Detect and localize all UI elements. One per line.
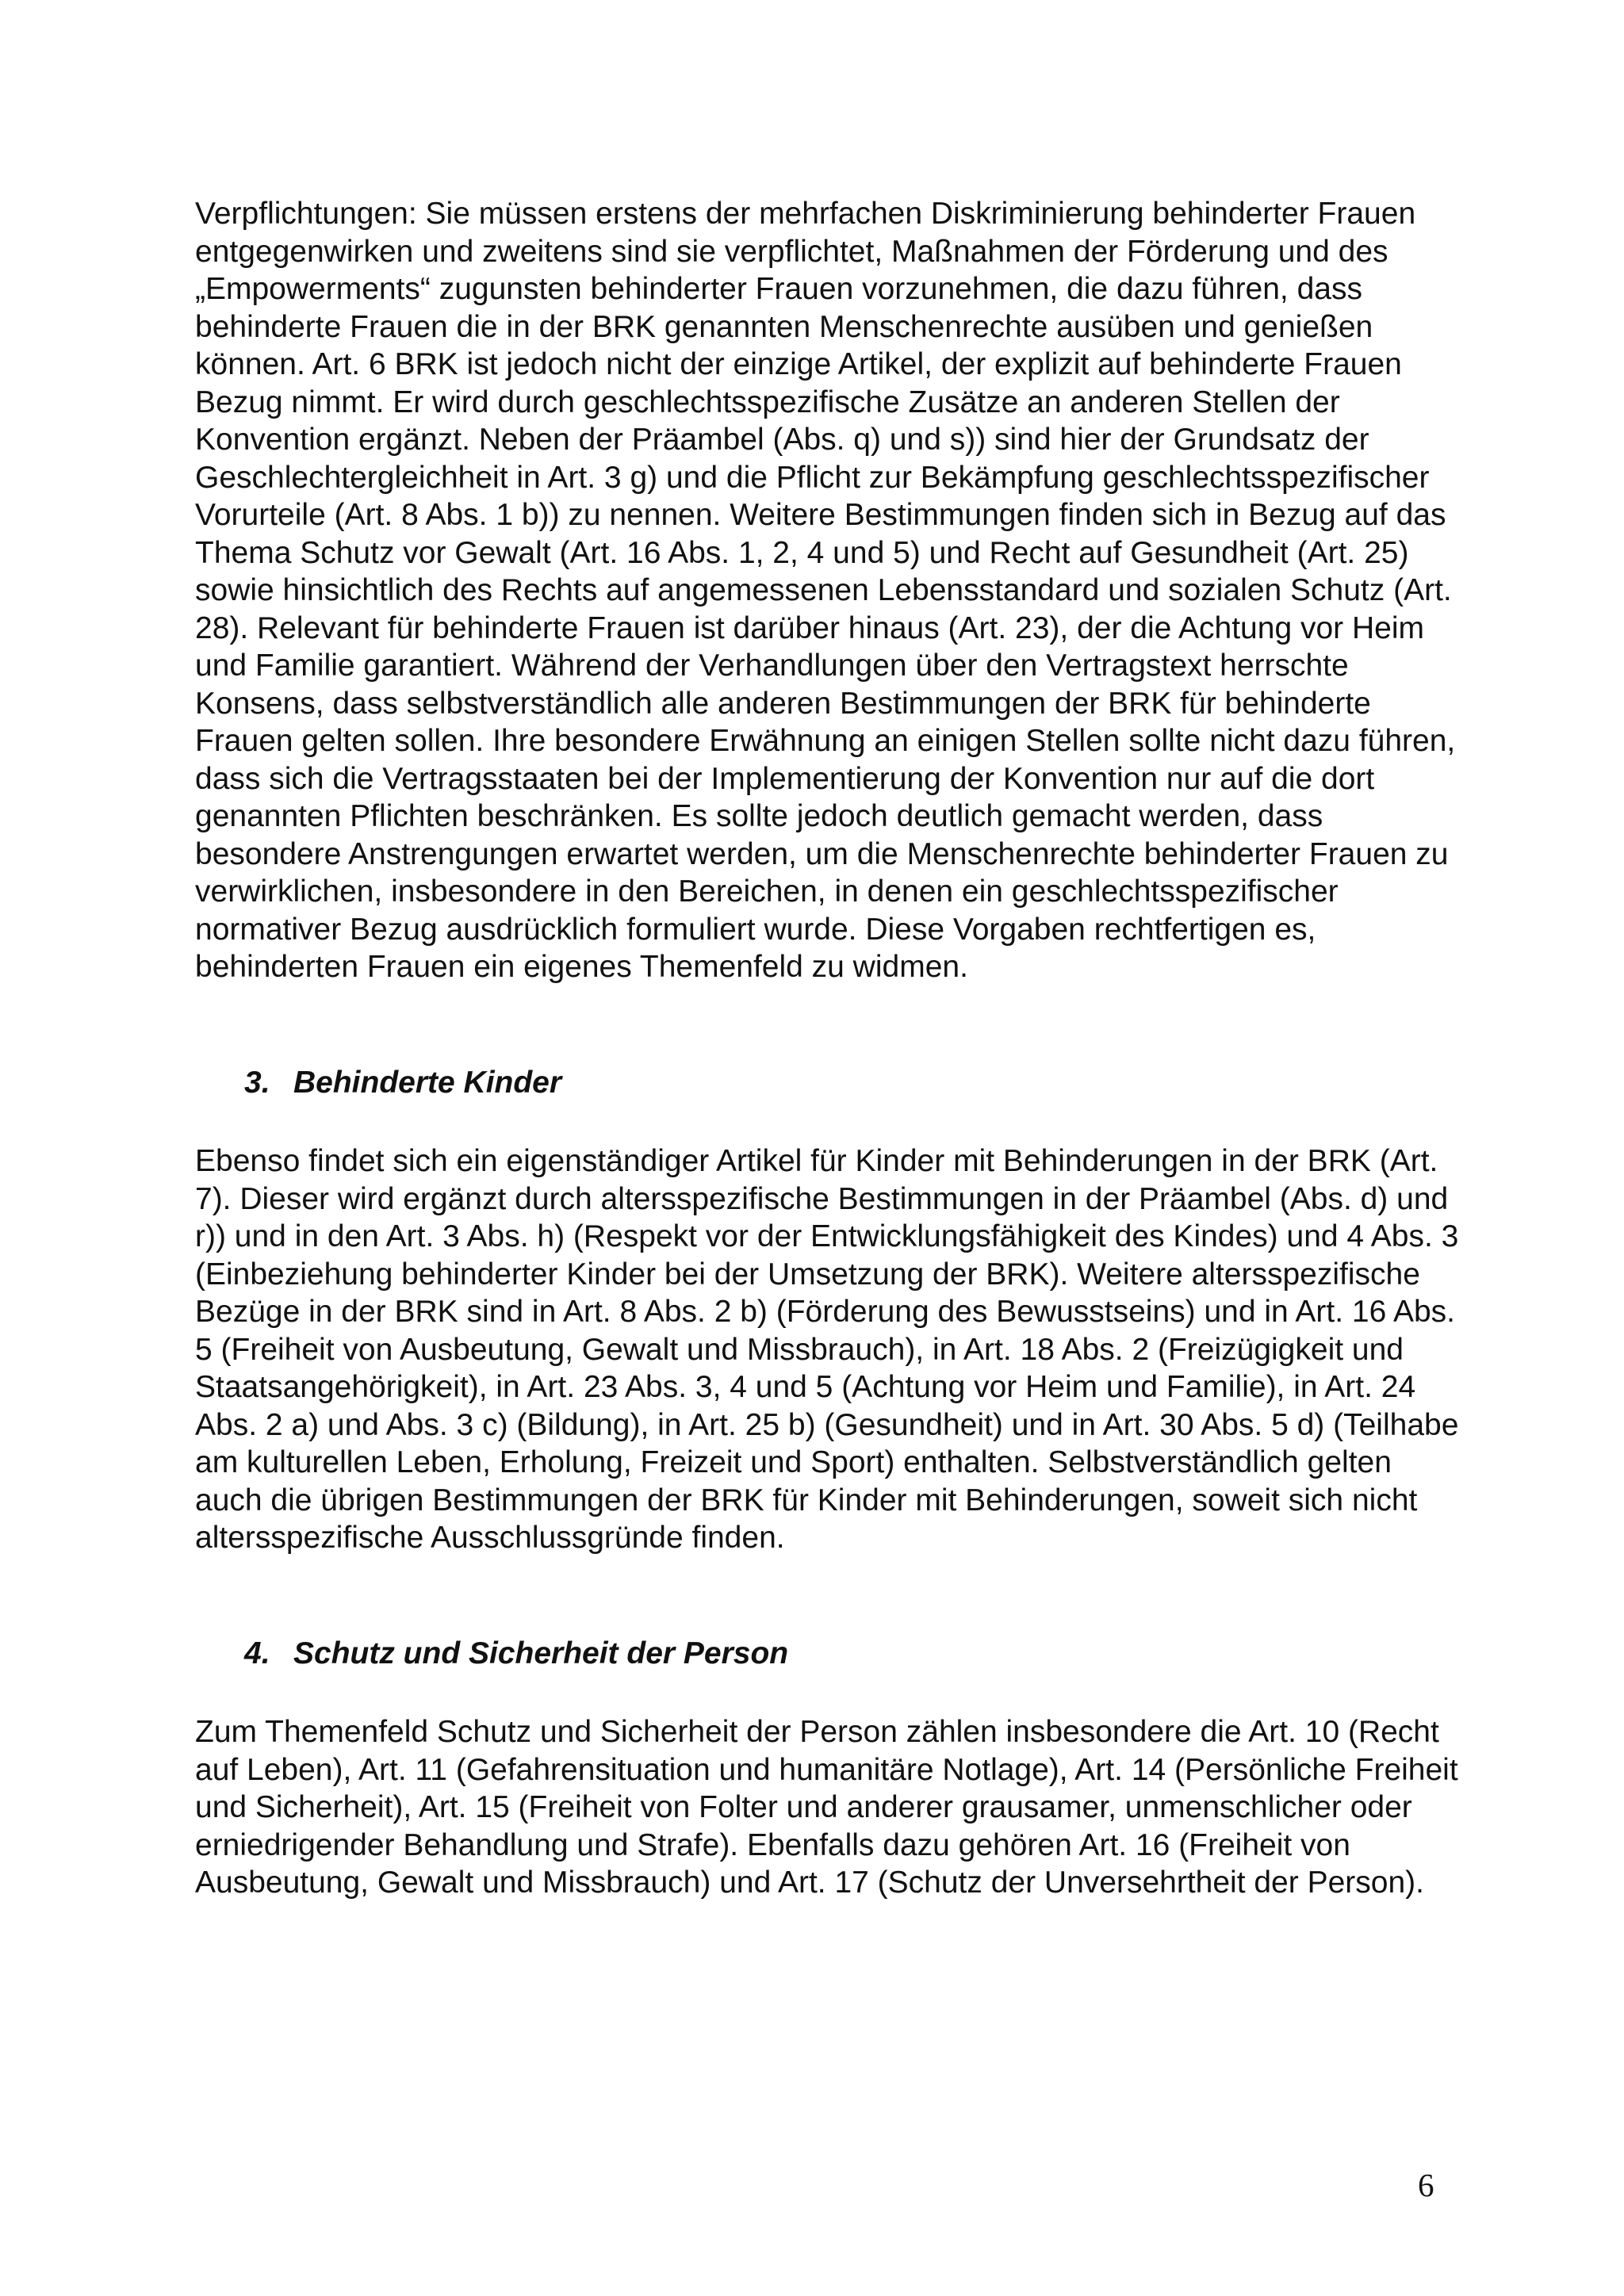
page-content [195, 195, 1464, 1902]
section-heading-schutz-sicherheit [195, 1635, 1464, 1673]
section-heading-behinderte-kinder [195, 1064, 1464, 1102]
page-number: 6 [1418, 2167, 1434, 2203]
paragraph-personal-safety: Zum Themenfeld Schutz und Sicherheit der Person zählen insbesondere die Art. 10 (Recht auf Leben), Art. 11 (Gefahrensituation und humanitäre Notlage), Art. 14 (Persönliche Freiheit und Sicherheit), Art. 15 (Freiheit von Folter und anderer grausamer, unmenschlicher oder erniedrigender Behandlung und Strafe). Ebenfalls dazu gehören Art. 16 (Freiheit von Ausbeutung, Gewalt und Missbrauch) und Art. 17 (Schutz der Unversehrtheit der Person). [195, 1715, 1458, 1900]
section-number: 4. [244, 1636, 270, 1670]
paragraph-women-rights: Verpflichtungen: Sie müssen erstens der mehrfachen Diskriminierung behinderter Frauen entgegenwirken und zweitens sind sie verpflichtet, Maßnahmen der Förderung und des „Empowerments“ zugunsten behinderter Frauen vorzunehmen, die dazu führen, dass behinderte Frauen die in der BRK genannten Menschenrechte ausüben und genießen können. Art. 6 BRK ist jedoch nicht der einzige Artikel, der explizit auf behinderte Frauen Bezug nimmt. Er wird durch geschlechtsspezifische Zusätze an anderen Stellen der Konvention ergänzt. Neben der Präambel (Abs. q) und s)) sind hier der Grundsatz der Geschlechtergleichheit in Art. 3 g) und die Pflicht zur Bekämpfung geschlechtsspezifischer Vorurteile (Art. 8 Abs. 1 b)) zu nennen. Weitere Bestimmungen finden sich in Bezug auf das Thema Schutz vor Gewalt (Art. 16 Abs. 1, 2, 4 und 5) und Recht auf Gesundheit (Art. 25) sowie hinsichtlich des Rechts auf angemessenen Lebensstandard und sozialen Schutz (Art. 28). Relevant für behinderte Frauen ist darüber hinaus (Art. 23), der die Achtung vor Heim und Familie garantiert. Während der Verhandlungen über den Vertragstext herrschte Konsens, dass selbstverständlich alle anderen Bestimmungen der BRK für behinderte Frauen gelten sollen. Ihre besondere Erwähnung an einigen Stellen sollte nicht dazu führen, dass sich die Vertragsstaaten bei der Implementierung der Konvention nur auf die dort genannten Pflichten beschränken. Es sollte jedoch deutlich gemacht werden, dass besondere Anstrengungen erwartet werden, um die Menschenrechte behinderter Frauen zu verwirklichen, insbesondere in den Bereichen, in denen ein geschlechtsspezifischer normativer Bezug ausdrücklich formuliert wurde. Diese Vorgaben rechtfertigen es, behinderten Frauen ein eigenes Themenfeld zu widmen. [195, 197, 1456, 984]
paragraph-children-rights: Ebenso findet sich ein eigenständiger Artikel für Kinder mit Behinderungen in der BRK (Art. 7). Dieser wird ergänzt durch altersspezifische Bestimmungen in der Präambel (Abs. d) und r)) und in den Art. 3 Abs. h) (Respekt vor der Entwicklungsfähigkeit des Kindes) und 4 Abs. 3 (Einbeziehung behinderter Kinder bei der Umsetzung der BRK). Weitere altersspezifische Bezüge in der BRK sind in Art. 8 Abs. 2 b) (Förderung des Bewusstseins) und in Art. 16 Abs. 5 (Freiheit von Ausbeutung, Gewalt und Missbrauch), in Art. 18 Abs. 2 (Freizügigkeit und Staatsangehörigkeit), in Art. 23 Abs. 3, 4 und 5 (Achtung vor Heim und Familie), in Art. 24 Abs. 2 a) und Abs. 3 c) (Bildung), in Art. 25 b) (Gesundheit) und in Art. 30 Abs. 5 d) (Teilhabe am kulturellen Leben, Erholung, Freizeit und Sport) enthalten. Selbstverständlich gelten auch die übrigen Bestimmungen der BRK für Kinder mit Behinderungen, soweit sich nicht altersspezifische Ausschlussgründe finden. [195, 1144, 1459, 1555]
section-title: Behinderte Kinder [293, 1065, 562, 1100]
section-title: Schutz und Sicherheit der Person [293, 1636, 789, 1670]
section-number: 3. [244, 1065, 270, 1100]
